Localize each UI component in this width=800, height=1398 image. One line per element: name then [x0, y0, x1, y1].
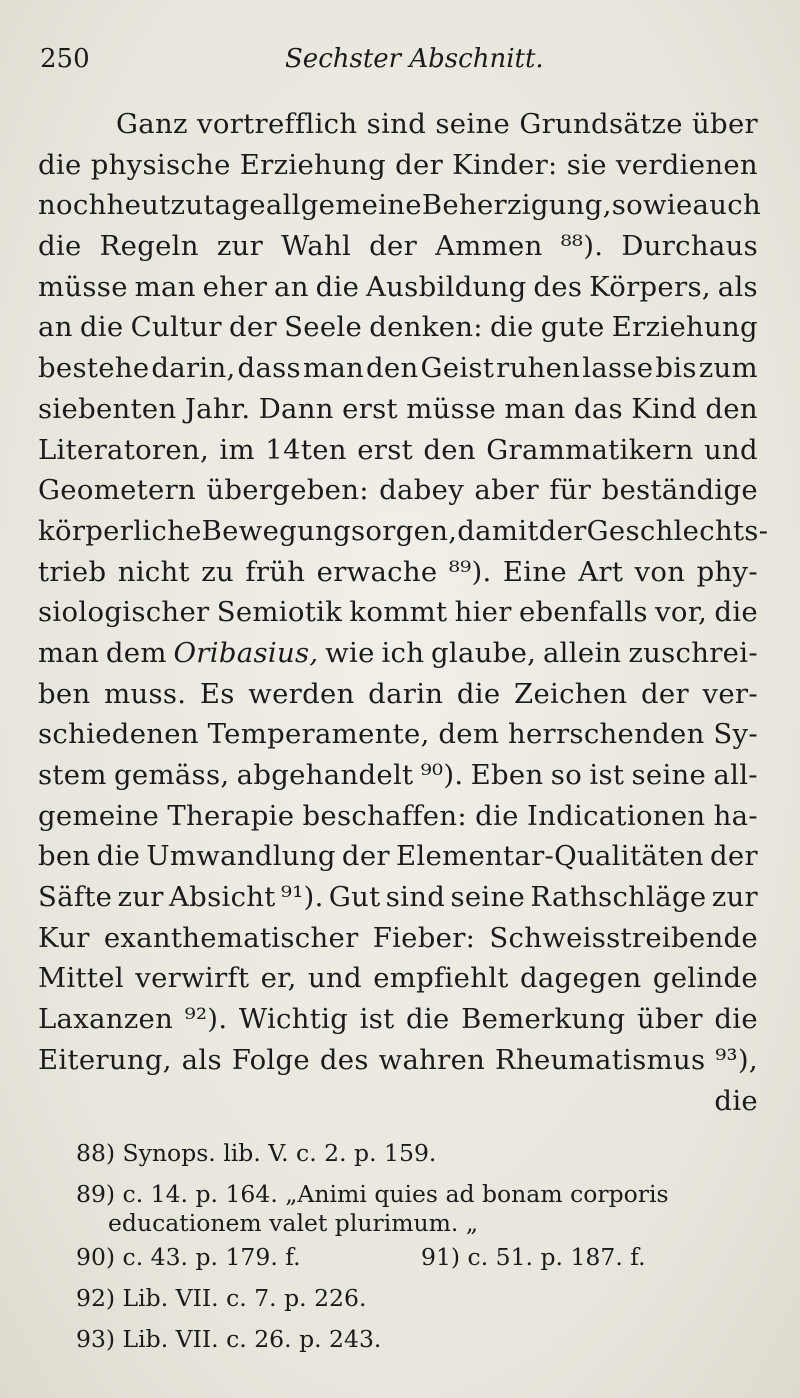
- word: des: [319, 1043, 369, 1076]
- word: den: [705, 392, 758, 425]
- word: trieb: [38, 555, 107, 588]
- text-line: [38, 145, 758, 186]
- word: der: [229, 311, 277, 344]
- word: über: [692, 108, 758, 140]
- word: die: [315, 270, 360, 303]
- word: dabey: [379, 474, 465, 507]
- word: ebenfalls: [518, 596, 648, 629]
- word: Grundsätze: [519, 108, 683, 140]
- word: bestehe: [38, 352, 150, 385]
- word: stem: [38, 759, 107, 791]
- word: sind: [385, 881, 446, 914]
- word: so: [550, 759, 583, 791]
- word: Körpers,: [589, 270, 711, 303]
- word: müsse: [406, 392, 497, 425]
- word: Literatoren,: [38, 433, 210, 466]
- text-line: [38, 755, 758, 796]
- text-line: [38, 1081, 758, 1122]
- word: die: [475, 799, 519, 832]
- word: ruhen: [496, 352, 581, 385]
- word: Dann: [258, 392, 334, 425]
- word: Geist: [420, 352, 495, 385]
- word: Säfte: [38, 881, 113, 914]
- word: zu: [201, 555, 235, 588]
- word: der: [640, 677, 689, 710]
- word: phy-: [696, 555, 758, 588]
- word: dem: [438, 718, 500, 751]
- text-line: [38, 511, 769, 552]
- word: Kur: [38, 921, 90, 954]
- text-line: [38, 552, 758, 593]
- word: Fieber:: [372, 921, 476, 954]
- footnote-88: 88) Synops. lib. V. c. 2. p. 159.: [76, 1139, 437, 1167]
- word: körperliche: [38, 514, 202, 547]
- word: siebenten: [38, 392, 177, 425]
- text-line: [38, 958, 758, 999]
- word: ben: [38, 840, 91, 873]
- word: bis: [655, 352, 697, 385]
- word: Elementar-Qualitäten: [396, 840, 704, 873]
- word: und: [703, 433, 758, 466]
- text-line: [38, 836, 758, 877]
- word: an: [38, 311, 73, 344]
- text-line: [38, 389, 758, 430]
- page-number: 250: [40, 44, 90, 74]
- text-line: [38, 674, 758, 715]
- word: Bewegung: [201, 514, 351, 547]
- word: Wichtig: [238, 1003, 349, 1036]
- word: ⁸⁹).: [448, 555, 492, 588]
- word: der: [341, 840, 390, 873]
- word: Absicht: [169, 881, 276, 914]
- word: den: [366, 352, 419, 385]
- word: all-: [713, 759, 758, 791]
- word: allein: [542, 636, 622, 669]
- word: die: [79, 311, 124, 344]
- word: 14ten: [265, 433, 347, 466]
- word: seine: [450, 881, 526, 914]
- word: Eine: [502, 555, 567, 588]
- word: Seele: [284, 311, 363, 344]
- word: glaube,: [431, 636, 537, 669]
- text-line: [38, 592, 758, 633]
- word: siologischer: [38, 596, 210, 629]
- word: ⁹⁰).: [420, 759, 464, 791]
- word: Oribasius,: [173, 636, 319, 669]
- word: Sy-: [713, 718, 758, 751]
- word: Beherzigung,: [421, 189, 612, 222]
- word: beständige: [601, 474, 758, 507]
- word: darin,: [151, 352, 236, 385]
- word: müsse: [38, 270, 128, 303]
- text-line: [38, 1040, 758, 1081]
- word: Folge: [231, 1043, 311, 1076]
- word: Grammatikern: [486, 433, 694, 466]
- word: zur: [117, 881, 164, 914]
- word: Laxanzen: [38, 1003, 174, 1036]
- text-line: [38, 999, 758, 1040]
- text-line: [38, 307, 758, 348]
- word: auch: [692, 189, 761, 222]
- word: Mittel: [38, 962, 124, 995]
- word: und: [307, 962, 362, 995]
- footnotes: [76, 1133, 766, 1360]
- word: Durchaus: [621, 230, 758, 263]
- word: für: [549, 474, 592, 507]
- word: Art: [578, 555, 624, 588]
- word: zur: [216, 230, 264, 263]
- text-line: [38, 267, 758, 308]
- word: wie: [325, 636, 375, 669]
- word: der: [369, 230, 418, 263]
- word: schiedenen: [38, 718, 199, 751]
- text-line: [38, 877, 758, 918]
- word: man: [38, 636, 100, 669]
- word: Rheumatismus: [495, 1043, 706, 1076]
- word: exanthematischer: [103, 921, 359, 954]
- text-line: [38, 348, 758, 389]
- word: Bemerkung: [461, 1003, 626, 1036]
- word: früh: [245, 555, 306, 588]
- word: Geschlechts-: [586, 514, 769, 547]
- word: seine: [631, 759, 707, 791]
- word: Schweisstreibende: [489, 921, 758, 954]
- page-header: [40, 40, 760, 80]
- word: beschaffen:: [302, 799, 467, 832]
- text-line: [38, 470, 758, 511]
- word: gemäss,: [113, 759, 230, 791]
- word: Jahr.: [184, 392, 251, 425]
- word: Cultur: [130, 311, 222, 344]
- word: im: [219, 433, 255, 466]
- word: Eben: [470, 759, 544, 791]
- word: sie: [566, 148, 607, 181]
- word: über: [636, 1003, 703, 1036]
- word: ist: [359, 1003, 395, 1036]
- word: verwirft: [135, 962, 250, 995]
- word: hier: [454, 596, 512, 629]
- word: Ganz: [116, 108, 188, 140]
- word: aber: [474, 474, 539, 507]
- text-line: [38, 226, 758, 267]
- word: der: [395, 148, 444, 181]
- word: Ammen: [435, 230, 543, 263]
- word: Eiterung,: [38, 1043, 172, 1076]
- word: Geometern: [38, 474, 197, 507]
- word: vortrefflich: [197, 108, 358, 140]
- word: die: [456, 677, 501, 710]
- word: Zeichen: [514, 677, 628, 710]
- word: das: [573, 392, 623, 425]
- word: wahren: [378, 1043, 486, 1076]
- word: die: [714, 1003, 758, 1036]
- word: nicht: [117, 555, 190, 588]
- word: des: [533, 270, 583, 303]
- word: die: [714, 596, 758, 629]
- word: darin: [368, 677, 444, 710]
- word: der: [710, 840, 758, 873]
- word: von: [634, 555, 686, 588]
- text-line: [38, 185, 761, 226]
- word: Erziehung: [239, 148, 386, 181]
- word: Indicationen: [526, 799, 706, 832]
- word: Gut: [328, 881, 381, 914]
- word: allgemeine: [265, 189, 422, 222]
- word: ⁹²).: [184, 1003, 228, 1036]
- word: vor,: [655, 596, 708, 629]
- word: werden: [248, 677, 355, 710]
- running-head: Sechster Abschnitt.: [285, 44, 544, 74]
- text-line: [38, 633, 758, 674]
- word: noch: [38, 189, 107, 222]
- word: erst: [342, 392, 398, 425]
- word: als: [717, 270, 758, 303]
- word: die: [96, 840, 141, 873]
- footnote-89: 89) c. 14. p. 164. „Animi quies ad bonam corporis: [76, 1180, 669, 1208]
- word: sind: [366, 108, 427, 140]
- word: die: [405, 1003, 450, 1036]
- word: er,: [260, 962, 297, 995]
- word: physische: [90, 148, 231, 181]
- word: dass: [237, 352, 301, 385]
- word: verdienen: [615, 148, 758, 181]
- word: damit: [457, 514, 539, 547]
- word: Semiotik: [216, 596, 343, 629]
- word: ist: [589, 759, 625, 791]
- word: gelinde: [652, 962, 758, 995]
- word: ⁹³),: [715, 1043, 758, 1076]
- word: gemeine: [38, 799, 160, 832]
- body-text: [38, 104, 769, 1121]
- word: Umwandlung: [146, 840, 336, 873]
- word: zuschrei-: [628, 636, 758, 669]
- footnote-91: 91) c. 51. p. 187. f.: [421, 1243, 646, 1271]
- word: erst: [357, 433, 413, 466]
- word: Temperamente,: [207, 718, 430, 751]
- word: lasse: [582, 352, 654, 385]
- word: eher: [202, 270, 268, 303]
- word: wie: [643, 189, 693, 222]
- footnote-89-continuation: educationem valet plurimum. „: [108, 1209, 479, 1237]
- word: ⁹¹).: [280, 881, 324, 914]
- word: empfiehlt: [373, 962, 509, 995]
- word: ben: [38, 677, 91, 710]
- word: muss.: [104, 677, 187, 710]
- word: heutzutage: [106, 189, 266, 222]
- word: als: [181, 1043, 222, 1076]
- word: Es: [199, 677, 235, 710]
- word: übergeben:: [206, 474, 369, 507]
- word: die: [38, 230, 82, 263]
- word: denken:: [369, 311, 483, 344]
- word: Kinder:: [452, 148, 558, 181]
- word: seine: [435, 108, 511, 140]
- word: zur: [711, 881, 758, 914]
- word: Rathschläge: [530, 881, 707, 914]
- word: Kind: [631, 392, 698, 425]
- word: die: [490, 311, 534, 344]
- word: gute: [540, 311, 605, 344]
- word: den: [423, 433, 476, 466]
- word: abgehandelt: [236, 759, 414, 791]
- word: die: [714, 1084, 758, 1117]
- word: an: [274, 270, 309, 303]
- text-line: [38, 104, 758, 145]
- word: man: [134, 270, 196, 303]
- word: ver-: [702, 677, 758, 710]
- word: dagegen: [519, 962, 642, 995]
- word: dem: [105, 636, 167, 669]
- word: ich: [381, 636, 425, 669]
- footnote-90: 90) c. 43. p. 179. f.: [76, 1243, 301, 1271]
- word: erwache: [316, 555, 438, 588]
- word: man: [504, 392, 566, 425]
- word: kommt: [349, 596, 448, 629]
- word: Erziehung: [611, 311, 758, 344]
- word: sorgen,: [351, 514, 458, 547]
- text-line: [38, 714, 758, 755]
- text-line: [38, 796, 758, 837]
- word: zum: [698, 352, 758, 385]
- word: man: [302, 352, 365, 385]
- word: ha-: [713, 799, 758, 832]
- word: so: [611, 189, 644, 222]
- footnote-93: 93) Lib. VII. c. 26. p. 243.: [76, 1325, 382, 1353]
- footnote-pair: [76, 1237, 766, 1278]
- text-line: [38, 430, 758, 471]
- word: herrschenden: [507, 718, 705, 751]
- word: Therapie: [167, 799, 295, 832]
- word: Ausbildung: [366, 270, 527, 303]
- word: der: [538, 514, 587, 547]
- footnote-92: 92) Lib. VII. c. 7. p. 226.: [76, 1284, 367, 1312]
- word: Regeln: [99, 230, 199, 263]
- word: die: [38, 148, 82, 181]
- text-line: [38, 918, 758, 959]
- word: Wahl: [281, 230, 352, 263]
- word: ⁸⁸).: [560, 230, 604, 263]
